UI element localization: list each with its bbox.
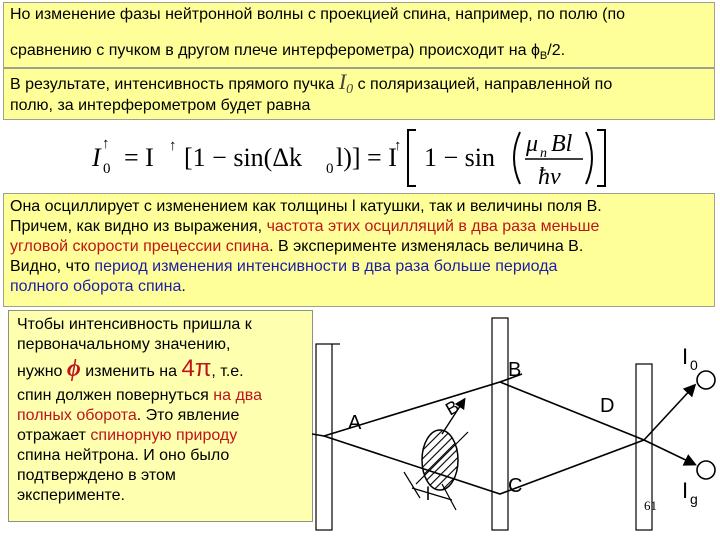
osc-line-1: Она осциллирует с изменением как толщины l катушки, так и величины поля B. [10, 198, 602, 215]
formula-arrow-2: ↑ [169, 138, 177, 154]
spinor-l6-red: спинорную природу [90, 427, 238, 444]
formula-bracket1: [1 − sin(Δk [184, 143, 303, 172]
formula-k-sub: 0 [326, 161, 334, 177]
spinor-l5-suffix: . Это явление [136, 407, 240, 424]
formula-bracket2: 1 − sin [424, 143, 496, 172]
spinor-l4-prefix: спин должен повернуться [17, 387, 214, 404]
formula-eq1: = I [124, 143, 154, 172]
left-paren [514, 132, 520, 184]
result-paragraph [3, 68, 715, 120]
spinor-line-7: спина нейтрона. И оно было [17, 447, 230, 464]
formula-lhs-sub: 0 [103, 161, 111, 177]
intro-line-2-prefix: сравнению с пучком в другом плече интерферометра) происходит на [10, 42, 531, 59]
label-C: C [508, 475, 523, 497]
spinor-line-6 [17, 426, 304, 446]
formula-mu: μ [526, 131, 539, 157]
spinor-line-8: подтверждено в этом [17, 467, 176, 484]
interferometer-diagram [312, 314, 720, 538]
spinor-l6-prefix: отражает [17, 427, 91, 444]
label-B: B [508, 359, 522, 381]
spinor-line-5 [17, 406, 304, 426]
four-pi: 4π [181, 355, 212, 382]
intro-line-2-suffix: /2. [547, 42, 566, 59]
spinor-line-9: эксперименте. [17, 487, 125, 504]
formula-num-end: Bl [551, 131, 573, 157]
label-l: l [426, 484, 430, 504]
osc-line-5 [10, 277, 708, 297]
osc-line-2-red: частота этих осцилляций в два раза меньше [266, 218, 600, 235]
spinor-line-3 [17, 355, 304, 386]
osc-line-5-suffix: . [181, 278, 186, 295]
intensity-symbol: I [338, 69, 347, 94]
spinor-l3-prefix: нужно [17, 363, 67, 380]
neutron-beams [312, 374, 694, 494]
osc-line-4-prefix: Видно, что [10, 258, 95, 275]
label-Ig: I [682, 478, 689, 503]
label-field-B: B [442, 396, 463, 420]
label-D: D [600, 395, 615, 417]
phi-symbol: ϕ [530, 42, 540, 59]
spinor-line-2: первоначальному значению, [17, 336, 231, 353]
phi-subscript: B [539, 50, 548, 63]
detector-I0 [697, 371, 715, 389]
result-line-2: полю, за интерферометром будет равна [10, 97, 311, 114]
formula-lhs: I [92, 143, 101, 172]
spinor-l5-red: полных оборота [17, 407, 137, 424]
right-big-bracket [597, 130, 605, 186]
osc-line-2 [10, 217, 708, 237]
formula-mu-sub: n [540, 146, 547, 161]
oscillation-paragraph [3, 193, 715, 307]
slide-number: 61 [644, 498, 657, 513]
phi-symbol-big: ϕ [66, 356, 81, 382]
spinor-l3-mid: изменить на [80, 363, 182, 380]
spinor-l3-suffix: , т.е. [211, 363, 244, 380]
intro-line-2 [10, 41, 565, 66]
left-big-bracket [408, 130, 416, 186]
formula-arrow-3: ↑ [394, 138, 402, 154]
right-paren [586, 132, 592, 184]
osc-line-3 [10, 237, 708, 257]
spinor-l4-red: на два [213, 387, 263, 404]
intensity-subscript: 0 [346, 82, 354, 98]
formula-den: ħv [538, 164, 561, 190]
result-suffix: с поляризацией, направленной по [353, 76, 613, 93]
intro-line-1: Но изменение фазы нейтронной волны с проекцией спина, например, по полю (по [10, 6, 626, 23]
osc-line-2-prefix: Причем, как видно из выражения, [10, 218, 267, 235]
spinor-paragraph [8, 310, 313, 522]
formula-lhs-arrow: ↑ [102, 136, 110, 152]
intro-paragraph [3, 2, 715, 68]
label-I0-sub: 0 [690, 357, 698, 373]
crystal-plates [316, 318, 652, 530]
intensity-formula [0, 118, 720, 194]
spinor-line-4 [17, 386, 304, 406]
osc-line-4-blue: период изменения интенсивности в два раза больше периода [94, 258, 558, 275]
osc-line-5-blue: полного оборота спина [10, 278, 182, 295]
osc-line-3-suffix: . В эксперименте изменялась величина B. [269, 238, 584, 255]
label-I0: I [682, 344, 689, 369]
osc-line-4 [10, 257, 708, 277]
result-prefix: В результате, интенсивность прямого пучка [10, 76, 339, 93]
label-A: A [348, 412, 362, 434]
detector-Ig [697, 461, 715, 479]
label-Ig-sub: g [690, 491, 698, 507]
formula-bracket1-end: l)] = I [336, 143, 397, 172]
osc-line-3-red: угловой скорости прецессии спина [10, 238, 270, 255]
spinor-line-1: Чтобы интенсивность пришла к [17, 316, 252, 333]
